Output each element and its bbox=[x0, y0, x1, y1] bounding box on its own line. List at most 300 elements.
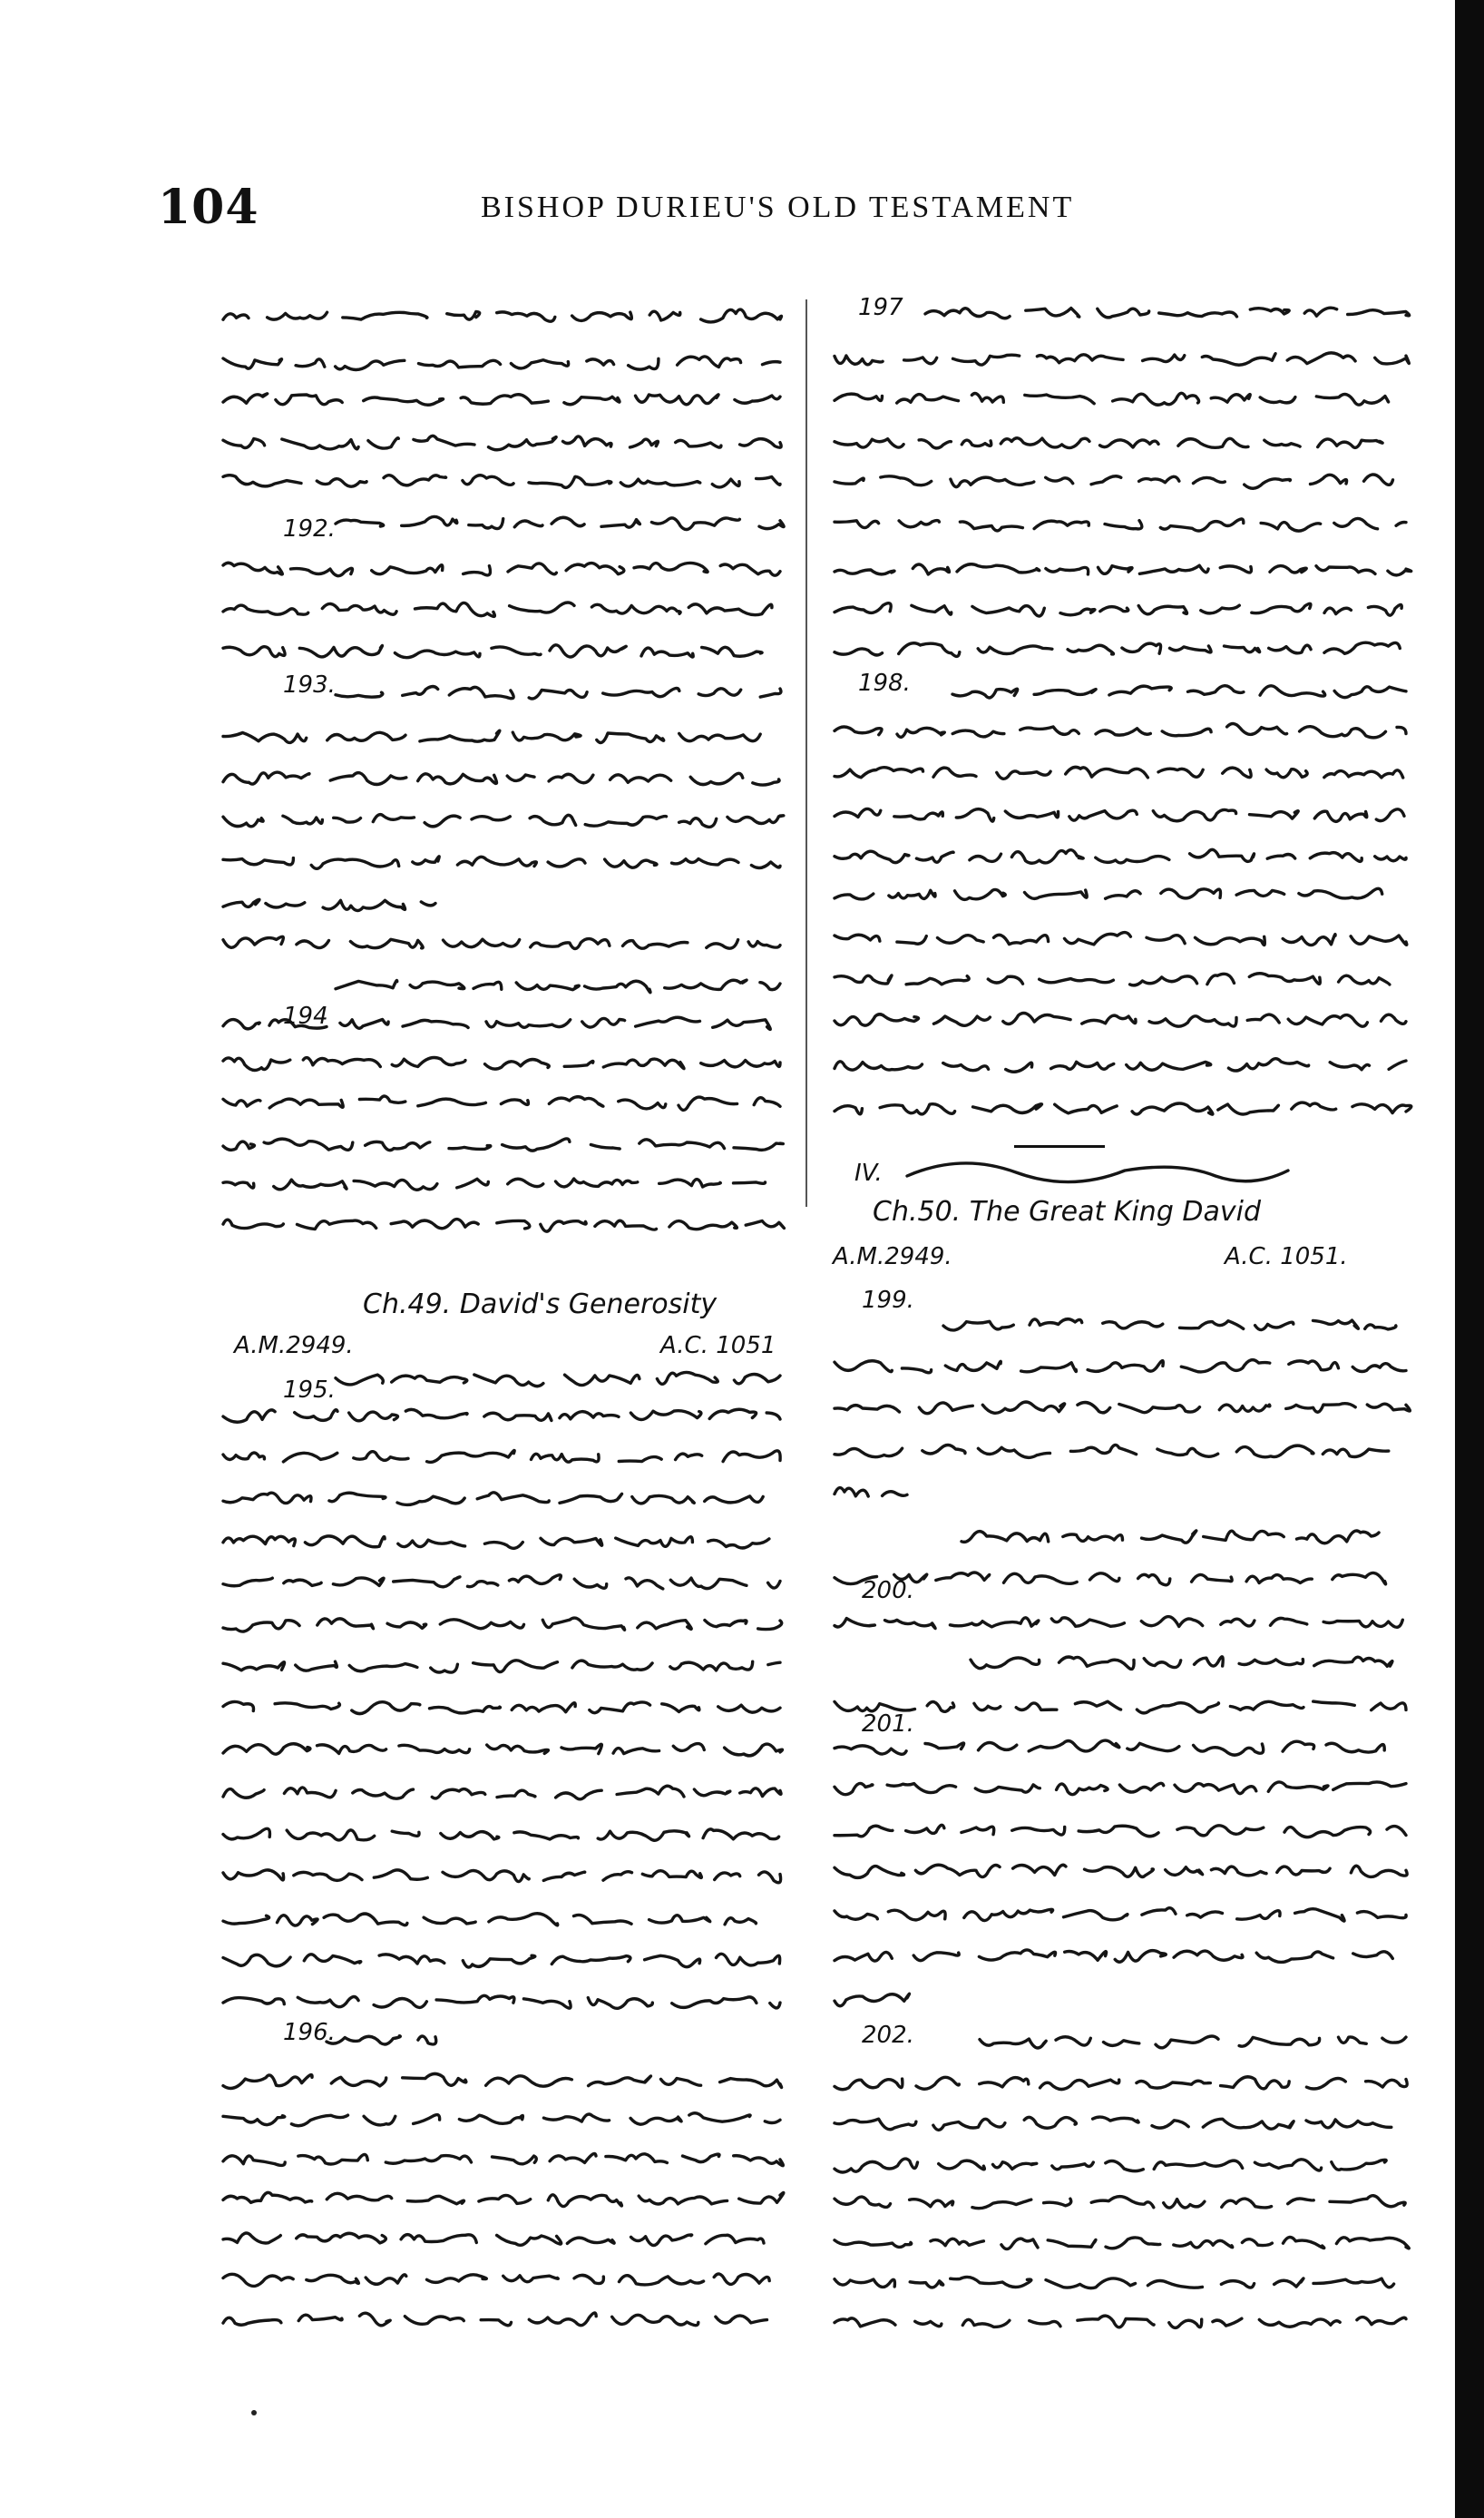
shorthand-word bbox=[384, 475, 446, 485]
shorthand-word bbox=[694, 1789, 729, 1796]
shorthand-word bbox=[835, 1106, 862, 1114]
shorthand-word bbox=[902, 1368, 931, 1373]
chapter-49-date-am: A.M.2949. bbox=[234, 1332, 354, 1359]
shorthand-word bbox=[441, 1832, 499, 1839]
shorthand-word bbox=[497, 1790, 535, 1797]
shorthand-word bbox=[1159, 312, 1237, 317]
shorthand-word bbox=[835, 2318, 895, 2327]
shorthand-word bbox=[1098, 566, 1133, 574]
shorthand-word bbox=[973, 1104, 1042, 1113]
shorthand-word bbox=[223, 1955, 290, 1965]
shorthand-word bbox=[688, 604, 772, 615]
chapter-49-title: Ch.49. David's Generosity bbox=[363, 1288, 718, 1320]
shorthand-word bbox=[223, 1141, 254, 1150]
shorthand-word bbox=[612, 2315, 698, 2325]
shorthand-word bbox=[1310, 853, 1362, 862]
shorthand-word bbox=[443, 1871, 529, 1882]
shorthand-word bbox=[1011, 850, 1083, 864]
shorthand-word bbox=[1096, 857, 1169, 863]
shorthand-word bbox=[1245, 479, 1291, 488]
shorthand-word bbox=[223, 1789, 264, 1798]
shorthand-word bbox=[1239, 1660, 1303, 1665]
shorthand-word bbox=[529, 476, 611, 487]
shorthand-word bbox=[421, 902, 435, 906]
verse-number-195: 195. bbox=[283, 1377, 336, 1404]
shorthand-word bbox=[835, 2159, 918, 2172]
shorthand-word bbox=[716, 2316, 767, 2323]
shorthand-word bbox=[1137, 2081, 1210, 2088]
shorthand-word bbox=[424, 1917, 475, 1924]
shorthand-word bbox=[474, 982, 502, 989]
shorthand-word bbox=[541, 1221, 586, 1231]
shorthand-word bbox=[223, 1182, 254, 1188]
shorthand-word bbox=[413, 857, 439, 865]
shorthand-word bbox=[574, 1579, 607, 1588]
shorthand-word bbox=[223, 2192, 312, 2202]
shorthand-word bbox=[405, 1409, 467, 1417]
shorthand-word bbox=[223, 1662, 285, 1671]
shorthand-word bbox=[678, 357, 741, 367]
shorthand-word bbox=[1218, 1104, 1279, 1114]
shorthand-word bbox=[718, 1705, 780, 1712]
shorthand-word bbox=[971, 394, 1003, 403]
shorthand-word bbox=[734, 1374, 780, 1383]
shorthand-word bbox=[223, 1744, 310, 1754]
shorthand-word bbox=[1104, 2041, 1139, 2046]
shorthand-word bbox=[1085, 1867, 1154, 1877]
shorthand-word bbox=[472, 817, 510, 820]
shorthand-word bbox=[1029, 1740, 1119, 1751]
shorthand-word bbox=[1284, 2238, 1324, 2249]
shorthand-word bbox=[746, 1221, 784, 1229]
shorthand-word bbox=[759, 1872, 781, 1883]
shorthand-word bbox=[585, 981, 650, 993]
shorthand-word bbox=[1153, 809, 1235, 820]
shorthand-word bbox=[1098, 309, 1149, 318]
shorthand-word bbox=[897, 728, 944, 737]
shorthand-word bbox=[1334, 518, 1378, 528]
shorthand-word bbox=[912, 605, 952, 614]
shorthand-word bbox=[630, 2117, 681, 2124]
shorthand-word bbox=[431, 1664, 458, 1672]
chapter-50-date-am: A.M.2949. bbox=[833, 1243, 952, 1270]
shorthand-word bbox=[223, 1998, 284, 2004]
chapter-50-date-ac: A.C. 1051. bbox=[1225, 1243, 1348, 1270]
shorthand-word bbox=[1330, 1063, 1369, 1070]
shorthand-word bbox=[1388, 569, 1411, 575]
shorthand-word bbox=[634, 563, 708, 572]
shorthand-word bbox=[352, 1702, 420, 1714]
shorthand-word bbox=[1040, 979, 1114, 983]
shorthand-word bbox=[529, 690, 587, 698]
shorthand-word bbox=[835, 1866, 904, 1878]
shorthand-word bbox=[1364, 475, 1393, 485]
shorthand-word bbox=[1299, 888, 1382, 898]
shorthand-word bbox=[1055, 1104, 1118, 1113]
shorthand-word bbox=[975, 1785, 1040, 1792]
shorthand-word bbox=[1357, 2317, 1406, 2325]
shorthand-word bbox=[1016, 1703, 1057, 1710]
shorthand-word bbox=[1266, 769, 1307, 778]
shorthand-word bbox=[962, 2319, 1010, 2327]
shorthand-word bbox=[1143, 355, 1185, 361]
shorthand-word bbox=[1106, 891, 1141, 899]
shorthand-word bbox=[1334, 687, 1406, 698]
shorthand-word bbox=[298, 2154, 368, 2164]
shorthand-word bbox=[835, 2279, 894, 2288]
shorthand-word bbox=[403, 2073, 466, 2085]
shorthand-word bbox=[566, 563, 624, 574]
shorthand-word bbox=[516, 983, 579, 990]
shorthand-word bbox=[282, 439, 358, 449]
shorthand-word bbox=[1283, 935, 1335, 945]
shorthand-word bbox=[1264, 440, 1300, 446]
shorthand-word bbox=[943, 1321, 1013, 1330]
shorthand-word bbox=[574, 2275, 603, 2283]
shorthand-word bbox=[397, 1496, 464, 1504]
shorthand-word bbox=[492, 647, 541, 655]
shorthand-word bbox=[1330, 2196, 1405, 2207]
shorthand-word bbox=[1004, 1573, 1078, 1583]
shorthand-word bbox=[1060, 609, 1095, 615]
shorthand-word bbox=[298, 1220, 376, 1230]
shorthand-word bbox=[449, 1146, 491, 1150]
shorthand-word bbox=[1237, 1911, 1280, 1919]
shorthand-word bbox=[1213, 2318, 1242, 2326]
shorthand-word bbox=[1078, 1403, 1110, 1413]
shorthand-word bbox=[670, 1578, 747, 1589]
shorthand-word bbox=[1065, 1951, 1107, 1960]
verse-number-194: 194 bbox=[283, 1003, 328, 1030]
shorthand-word bbox=[623, 941, 688, 949]
shorthand-word bbox=[223, 772, 309, 784]
shorthand-word bbox=[1100, 607, 1128, 612]
shorthand-word bbox=[374, 1999, 426, 2008]
shorthand-word bbox=[610, 775, 671, 782]
shorthand-word bbox=[601, 520, 639, 528]
shorthand-word bbox=[484, 1543, 522, 1549]
shorthand-word bbox=[630, 439, 659, 447]
shorthand-word bbox=[936, 1573, 990, 1581]
shorthand-word bbox=[1292, 1102, 1336, 1110]
shorthand-word bbox=[464, 566, 491, 575]
shorthand-word bbox=[952, 689, 1018, 698]
shorthand-word bbox=[327, 2036, 400, 2044]
shorthand-word bbox=[1106, 2160, 1144, 2170]
shorthand-word bbox=[590, 1702, 650, 1713]
shorthand-word bbox=[1220, 566, 1251, 573]
shorthand-word bbox=[701, 1061, 780, 1067]
shorthand-word bbox=[1187, 1912, 1223, 1917]
shorthand-word bbox=[978, 646, 1052, 654]
shorthand-word bbox=[645, 1955, 700, 1966]
shorthand-word bbox=[1195, 1657, 1224, 1666]
shorthand-word bbox=[925, 1743, 964, 1749]
shorthand-word bbox=[324, 1914, 407, 1925]
shorthand-word bbox=[394, 1577, 460, 1587]
shorthand-word bbox=[1372, 1703, 1406, 1710]
shorthand-word bbox=[364, 2116, 395, 2125]
shorthand-word bbox=[1204, 1531, 1284, 1540]
shorthand-word bbox=[336, 1375, 383, 1385]
shorthand-word bbox=[1119, 1783, 1163, 1792]
shorthand-word bbox=[322, 603, 396, 614]
shorthand-word bbox=[436, 1995, 514, 2003]
shorthand-word bbox=[953, 355, 1020, 365]
shorthand-word bbox=[757, 477, 780, 485]
shorthand-word bbox=[835, 2079, 903, 2090]
shorthand-word bbox=[294, 1872, 362, 1880]
shorthand-word bbox=[1221, 1619, 1255, 1626]
shorthand-word bbox=[549, 1097, 603, 1107]
shorthand-word bbox=[1351, 1866, 1407, 1876]
shorthand-word bbox=[1288, 2199, 1314, 2204]
shorthand-word bbox=[1287, 353, 1355, 364]
shorthand-word bbox=[835, 394, 883, 400]
shorthand-word bbox=[1357, 1912, 1406, 1918]
shorthand-word bbox=[1070, 1445, 1136, 1454]
shorthand-word bbox=[835, 1994, 909, 2005]
shorthand-word bbox=[304, 1955, 360, 1964]
shorthand-word bbox=[1267, 855, 1295, 859]
shorthand-word bbox=[223, 1828, 269, 1839]
shorthand-word bbox=[1109, 686, 1171, 695]
shorthand-word bbox=[463, 475, 513, 485]
shorthand-word bbox=[1201, 605, 1240, 613]
shorthand-word bbox=[679, 818, 717, 828]
shorthand-word bbox=[649, 1915, 710, 1923]
shorthand-word bbox=[368, 438, 398, 448]
shorthand-word bbox=[430, 1707, 501, 1713]
shorthand-word bbox=[835, 1488, 868, 1496]
section-rule bbox=[1014, 1145, 1105, 1148]
shorthand-word bbox=[414, 436, 474, 446]
shorthand-word bbox=[1044, 2199, 1071, 2206]
shorthand-word bbox=[835, 2119, 916, 2130]
shorthand-word bbox=[899, 643, 960, 657]
shorthand-word bbox=[766, 1413, 780, 1419]
page-number: 104 bbox=[158, 180, 259, 235]
shorthand-word bbox=[881, 476, 932, 485]
shorthand-word bbox=[392, 1831, 419, 1836]
shorthand-word bbox=[223, 475, 301, 486]
shorthand-word bbox=[939, 2160, 985, 2170]
shorthand-word bbox=[919, 1403, 972, 1414]
shorthand-word bbox=[760, 983, 780, 990]
shorthand-word bbox=[297, 2233, 386, 2243]
shorthand-word bbox=[489, 1914, 558, 1925]
shorthand-word bbox=[1113, 393, 1199, 405]
shorthand-word bbox=[503, 2276, 559, 2282]
verse-number-201: 201. bbox=[862, 1710, 914, 1738]
shorthand-word bbox=[910, 2281, 942, 2288]
shorthand-word bbox=[1284, 1827, 1371, 1837]
shorthand-word bbox=[673, 1744, 704, 1751]
shorthand-word bbox=[479, 2195, 531, 2203]
shorthand-word bbox=[701, 309, 782, 322]
shorthand-word bbox=[572, 312, 632, 320]
shorthand-word bbox=[1286, 1404, 1356, 1413]
shorthand-word bbox=[548, 859, 585, 867]
shorthand-word bbox=[642, 1871, 701, 1878]
shorthand-word bbox=[223, 439, 265, 448]
shorthand-word bbox=[657, 1372, 718, 1384]
shorthand-word bbox=[735, 396, 780, 403]
shorthand-word bbox=[493, 2156, 537, 2164]
shorthand-word bbox=[1132, 1103, 1213, 1114]
shorthand-word bbox=[585, 817, 666, 827]
shorthand-word bbox=[1269, 645, 1311, 653]
shorthand-word bbox=[1105, 521, 1142, 529]
shorthand-word bbox=[1313, 1320, 1359, 1328]
shorthand-word bbox=[511, 360, 568, 368]
shorthand-word bbox=[514, 521, 542, 527]
shorthand-word bbox=[1075, 1701, 1120, 1710]
shorthand-word bbox=[1065, 933, 1131, 945]
shorthand-word bbox=[340, 1020, 388, 1029]
shorthand-word bbox=[906, 1825, 944, 1833]
shorthand-word bbox=[1026, 309, 1079, 318]
shorthand-word bbox=[1046, 477, 1073, 483]
shorthand-word bbox=[556, 1179, 638, 1187]
shorthand-word bbox=[971, 1658, 1040, 1669]
shorthand-word bbox=[617, 1786, 684, 1797]
shorthand-word bbox=[336, 692, 383, 697]
shorthand-word bbox=[1003, 1013, 1070, 1024]
stray-mark bbox=[251, 2410, 257, 2415]
shorthand-word bbox=[632, 1495, 695, 1504]
shorthand-word bbox=[1223, 768, 1251, 778]
shorthand-word bbox=[1242, 2239, 1272, 2246]
shorthand-word bbox=[327, 2193, 391, 2200]
shorthand-word bbox=[960, 522, 1022, 531]
shorthand-word bbox=[1052, 2162, 1094, 2170]
shorthand-word bbox=[1306, 2079, 1345, 2089]
shorthand-word bbox=[651, 518, 739, 530]
shorthand-word bbox=[503, 1139, 570, 1151]
shorthand-word bbox=[1228, 1059, 1308, 1071]
shorthand-word bbox=[1170, 646, 1212, 652]
shorthand-word bbox=[427, 1451, 515, 1463]
shorthand-word bbox=[835, 1361, 892, 1372]
shorthand-word bbox=[835, 1911, 877, 1919]
shorthand-word bbox=[591, 604, 680, 613]
shorthand-word bbox=[317, 479, 366, 486]
shorthand-word bbox=[223, 1410, 275, 1422]
shorthand-word bbox=[1289, 1361, 1339, 1370]
shorthand-word bbox=[1236, 1445, 1313, 1457]
shorthand-word bbox=[1040, 2080, 1119, 2089]
shorthand-word bbox=[676, 440, 721, 447]
shorthand-word bbox=[659, 1180, 721, 1187]
shorthand-word bbox=[391, 1220, 478, 1229]
shorthand-word bbox=[950, 1618, 1038, 1627]
shorthand-word bbox=[759, 521, 784, 529]
shorthand-word bbox=[1324, 770, 1403, 778]
shorthand-word bbox=[974, 1703, 1001, 1710]
shorthand-word bbox=[957, 564, 1040, 573]
shorthand-word bbox=[1261, 523, 1321, 531]
shorthand-word bbox=[925, 309, 1010, 318]
shorthand-word bbox=[951, 2277, 1031, 2287]
shorthand-word bbox=[1333, 1782, 1406, 1789]
shorthand-word bbox=[709, 1409, 756, 1418]
shorthand-word bbox=[835, 1826, 893, 1837]
shorthand-word bbox=[530, 815, 576, 825]
shorthand-word bbox=[1259, 2319, 1340, 2327]
shorthand-word bbox=[994, 935, 1049, 944]
shorthand-word bbox=[763, 362, 781, 365]
shorthand-word bbox=[899, 521, 939, 527]
shorthand-word bbox=[223, 605, 308, 614]
shorthand-word bbox=[835, 1783, 873, 1794]
shorthand-word bbox=[1142, 1908, 1176, 1915]
shorthand-word bbox=[835, 1746, 906, 1754]
shorthand-word bbox=[649, 311, 680, 320]
shorthand-word bbox=[223, 2317, 281, 2325]
shorthand-word bbox=[523, 1999, 571, 2008]
shorthand-word bbox=[979, 1950, 1055, 1960]
shorthand-word bbox=[291, 2115, 347, 2126]
shorthand-word bbox=[1271, 1618, 1307, 1625]
shorthand-word bbox=[1225, 646, 1260, 652]
shorthand-word bbox=[1323, 1620, 1402, 1627]
shorthand-word bbox=[606, 2154, 668, 2163]
shorthand-word bbox=[564, 397, 620, 404]
shorthand-word bbox=[885, 1620, 936, 1628]
shorthand-word bbox=[574, 1915, 632, 1924]
shorthand-word bbox=[296, 359, 325, 367]
shorthand-word bbox=[927, 1701, 954, 1711]
shorthand-word bbox=[835, 1406, 900, 1412]
shorthand-word bbox=[398, 1540, 465, 1546]
shorthand-word bbox=[835, 649, 883, 655]
shorthand-word bbox=[978, 1447, 1050, 1457]
shorthand-word bbox=[1059, 1657, 1135, 1669]
shorthand-word bbox=[980, 2078, 1029, 2087]
shorthand-word bbox=[477, 1493, 549, 1503]
shorthand-word bbox=[323, 900, 405, 910]
shorthand-word bbox=[964, 1909, 1053, 1920]
shorthand-word bbox=[550, 645, 626, 657]
shorthand-word bbox=[275, 1703, 339, 1710]
shorthand-word bbox=[552, 1956, 630, 1964]
shorthand-word bbox=[708, 1539, 769, 1548]
shorthand-word bbox=[276, 395, 342, 405]
shorthand-word bbox=[1202, 354, 1275, 366]
shorthand-word bbox=[1144, 1659, 1181, 1668]
chapter-49-date-ac: A.C. 1051 bbox=[660, 1332, 776, 1359]
shorthand-word bbox=[933, 768, 976, 777]
shorthand-word bbox=[564, 1061, 593, 1066]
shorthand-word bbox=[662, 1704, 699, 1712]
shorthand-word bbox=[457, 1179, 489, 1188]
shorthand-word bbox=[1127, 1062, 1211, 1070]
shorthand-word bbox=[1115, 1951, 1166, 1963]
shorthand-word bbox=[284, 1788, 336, 1798]
shorthand-word bbox=[485, 1060, 550, 1070]
verse-number-202: 202. bbox=[862, 2022, 914, 2049]
shorthand-word bbox=[1128, 1743, 1179, 1750]
shorthand-word bbox=[1221, 2281, 1254, 2288]
shorthand-word bbox=[597, 733, 664, 742]
shorthand-word bbox=[1181, 1360, 1270, 1372]
shorthand-word bbox=[897, 936, 926, 945]
verse-number-200: 200. bbox=[862, 1577, 914, 1604]
verse-number-193: 193. bbox=[283, 671, 336, 699]
shorthand-word bbox=[223, 2116, 285, 2125]
shorthand-word bbox=[1048, 2239, 1096, 2247]
